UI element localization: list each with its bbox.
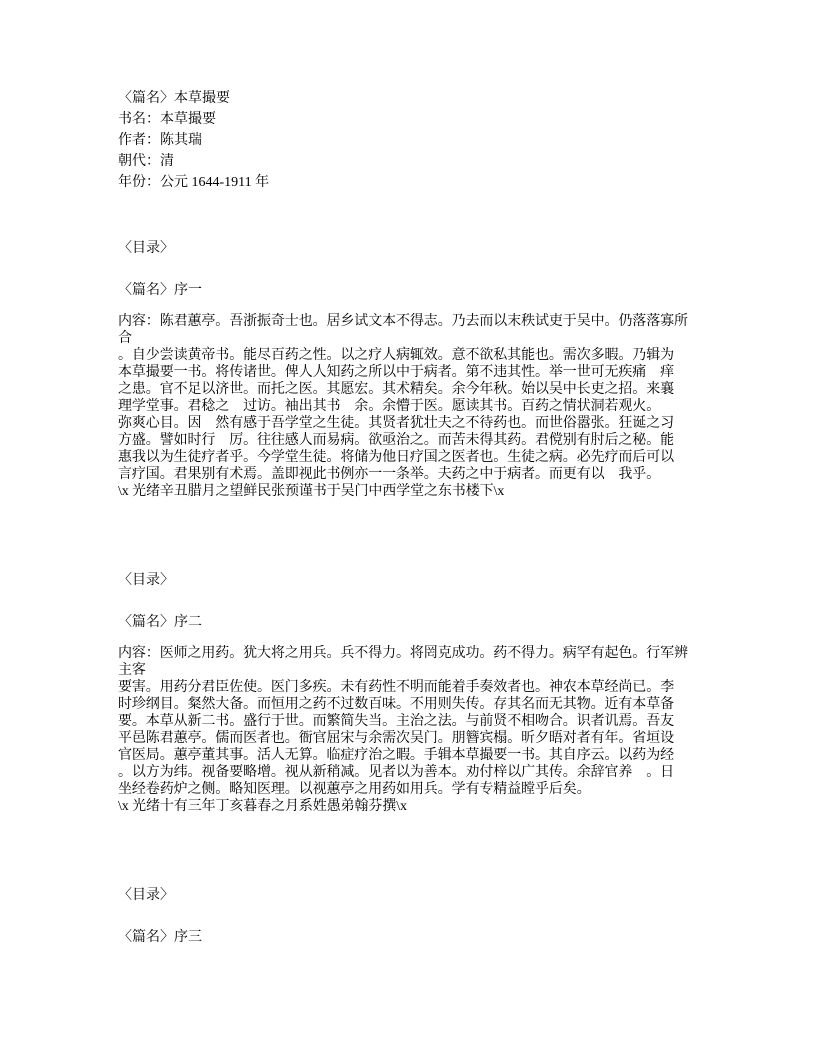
text-line: 主客 <box>118 663 146 678</box>
signature-line: \x 光绪十有三年丁亥暮春之月系姓愚弟翰芬撰\x <box>118 799 407 814</box>
text-line: 言疗国。君果别有术焉。盖即视此书例亦一一条举。夫药之中于病者。而更有以 我乎。 <box>118 467 661 482</box>
toc-marker: 〈目录〉 <box>118 241 174 256</box>
text-line: 惠我以为生徒疗者乎。今学堂生徒。将储为他日疗国之医者也。生徒之病。必先疗而后可以 <box>118 450 674 465</box>
section-preface-3 <box>118 885 728 948</box>
meta-line-bookname: 书名：本草撮要 <box>118 112 216 127</box>
text-line: 。以方为纬。视备要略增。视从新稍减。见者以为善本。劝付梓以广其传。余辞官养 。日 <box>118 765 674 780</box>
text-line: 要害。用药分君臣佐使。医门多疾。未有药性不明而能着手奏效者也。神农本草经尚已。李 <box>118 680 674 695</box>
section-body <box>118 313 728 500</box>
signature-line: \x 光绪辛丑腊月之望鲜民张预谨书于吴门中西学堂之东书楼下\x <box>118 484 505 499</box>
text-line: 时珍纲目。粲然大备。而恒用之药不过数百味。不用则失传。存其名而无其物。近有本草备 <box>118 697 674 712</box>
text-line: 理学堂事。君稔之 过访。袖出其书 余。余懵于医。愿读其书。百药之情状洞若观火。 <box>118 399 661 414</box>
meta-line-author: 作者：陈其瑞 <box>118 133 202 148</box>
text-line: 内容：医师之用药。犹大将之用兵。兵不得力。将罔克成功。药不得力。病罕有起色。行军辨 <box>118 646 688 661</box>
section-preface-2 <box>118 570 728 815</box>
section-title: 〈篇名〉序二 <box>118 615 202 630</box>
text-line: 本草撮要一书。将传诸世。俾人人知药之所以中于病者。第不违其性。举一世可无疾痛 痒 <box>118 365 674 380</box>
meta-line-year: 年份：公元 1644-1911 年 <box>118 175 270 190</box>
meta-line-dynasty: 朝代：清 <box>118 154 174 169</box>
text-line: 官医局。蕙亭董其事。活人无算。临症疗治之暇。手辑本草撮要一书。其自序云。以药为经 <box>118 748 674 763</box>
text-line: 弥爽心目。因 然有感于吾学堂之生徒。其贤者犹壮夫之不待药也。而世俗嚣张。狂诞之习 <box>118 416 674 431</box>
toc-marker: 〈目录〉 <box>118 573 174 588</box>
section-title: 〈篇名〉序一 <box>118 283 202 298</box>
text-line: 方盛。譬如时行 厉。往往感人而易病。欲亟治之。而苦未得其药。君傥别有肘后之秘。能 <box>118 433 674 448</box>
text-line: 要。本草从新二书。盛行于世。而繁简失当。主治之法。与前贤不相吻合。识者讥焉。吾友 <box>118 714 674 729</box>
meta-line-title: 〈篇名〉本草撮要 <box>118 91 230 106</box>
text-line: 之患。官不足以济世。而托之医。其愿宏。其术精矣。余今年秋。始以吴中长吏之招。来襄 <box>118 382 674 397</box>
text-line: 坐经卷药炉之侧。略知医理。以视蕙亭之用药如用兵。学有专精益瞠乎后矣。 <box>118 782 591 797</box>
text-line: 平邑陈君蕙亭。儒而医者也。衙官屈宋与余需次吴门。朋簪宾榻。昕夕晤对者有年。省垣设 <box>118 731 674 746</box>
section-preface-1 <box>118 238 728 500</box>
text-line: 内容：陈君蕙亭。吾浙振奇士也。居乡试文本不得志。乃去而以末秩试吏于吴中。仍落落寡所 <box>118 314 688 329</box>
toc-marker: 〈目录〉 <box>118 888 174 903</box>
section-title: 〈篇名〉序三 <box>118 930 202 945</box>
text-line: 。自少尝读黄帝书。能尽百药之性。以之疗人病辄效。意不欲私其能也。需次多暇。乃辑为 <box>118 348 674 363</box>
text-line: 合 <box>118 331 132 346</box>
section-body <box>118 645 728 815</box>
document-header <box>118 88 728 193</box>
